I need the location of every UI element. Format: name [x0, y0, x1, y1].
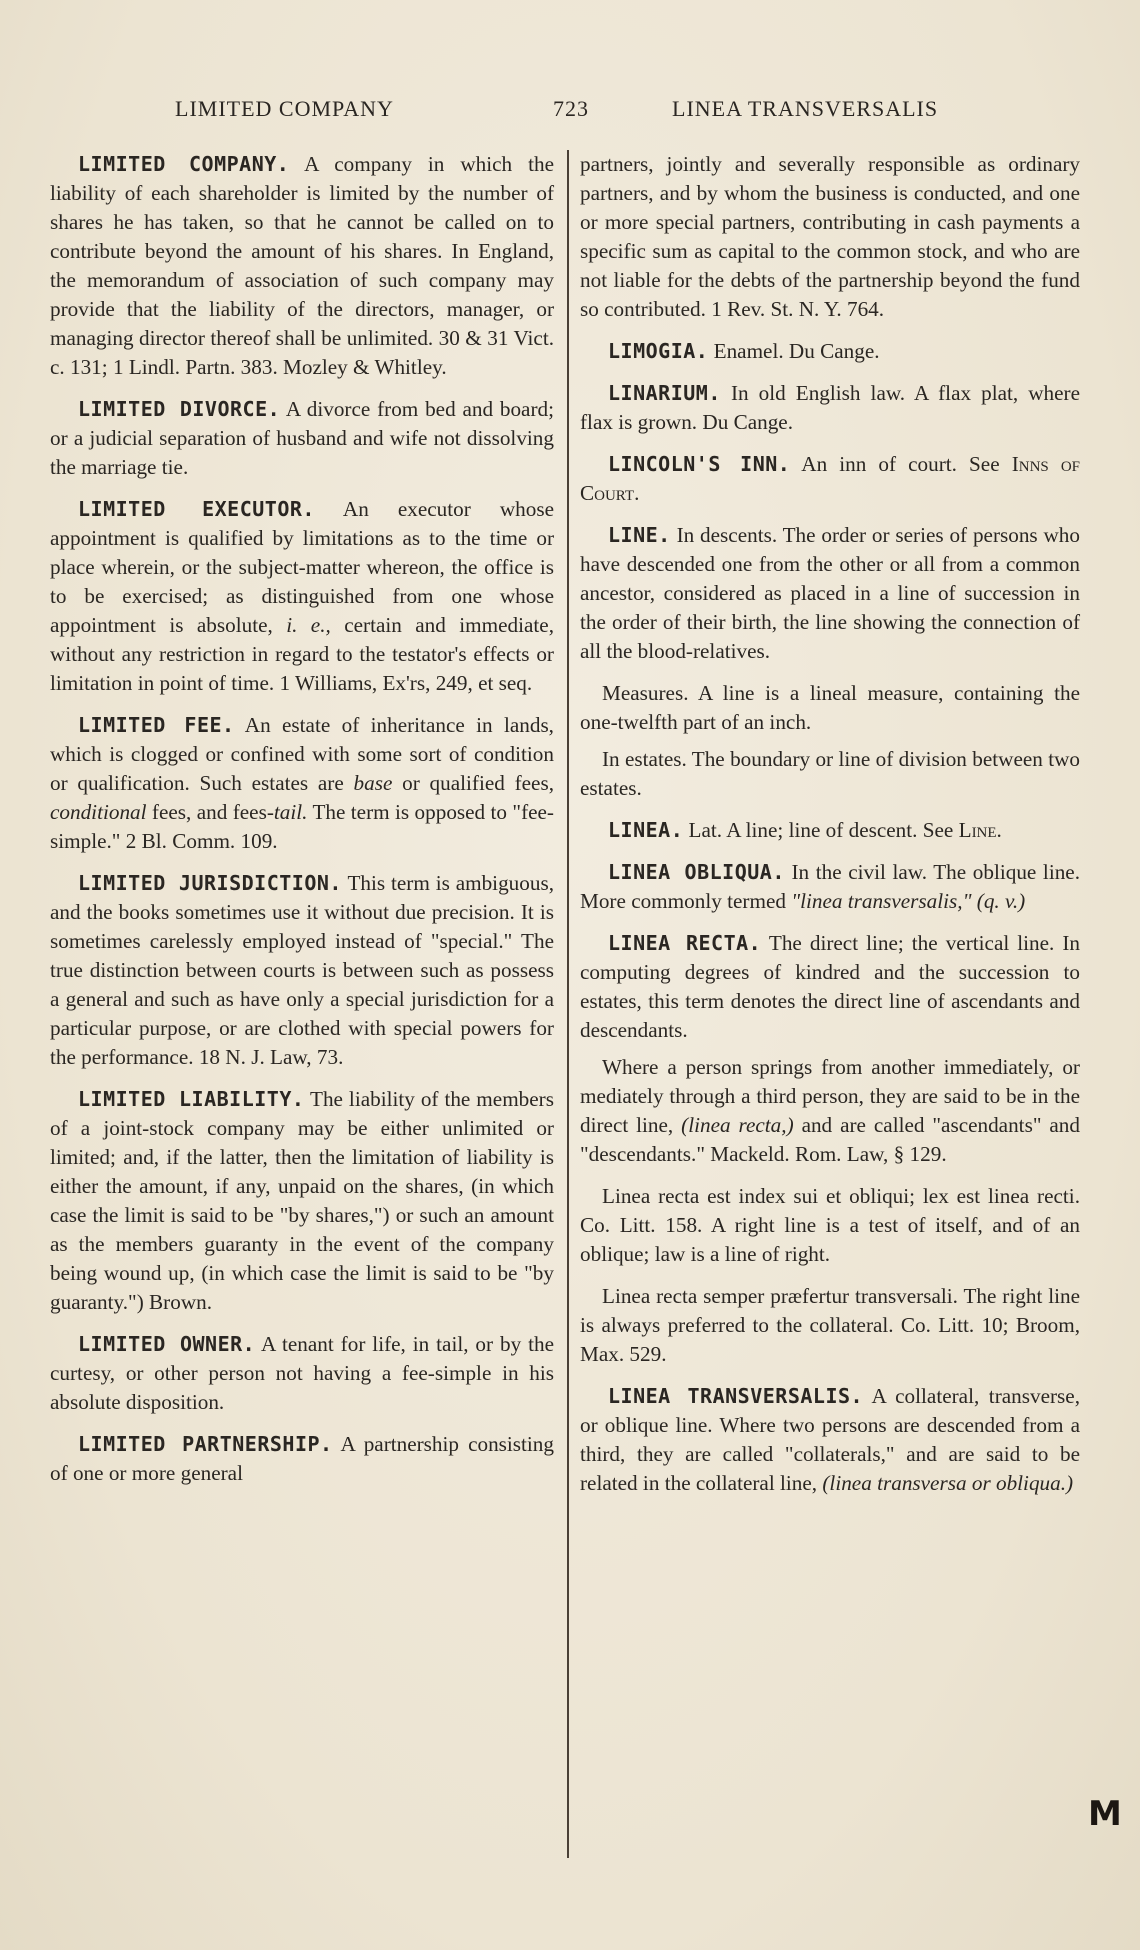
definition: A divorce from bed and board; or a judicial separation of husband and wife not dissolving the marriage tie.: [50, 397, 554, 479]
headword: LINEA.: [608, 818, 684, 842]
headword: LINE.: [608, 523, 671, 547]
definition: A collateral, transverse, or oblique line. Where two persons are descended from a third, they are called "collaterals," and are said to be related in the collateral line,: [580, 1384, 1080, 1495]
definition: An executor whose appointment is qualified by limitations as to the time or place wherein, or the subject-matter whereon, the office is to be exercised; as distinguished from one whose appointment is absolute,: [50, 497, 554, 637]
headword: LIMITED DIVORCE.: [78, 397, 281, 421]
line-measures-paragraph: Measures. A line is a lineal measure, containing the one-twelfth part of an inch.: [580, 681, 1080, 734]
entry-limited-company: [50, 150, 554, 382]
linea-recta-second-paragraph: [580, 1053, 1080, 1169]
entry-lincolns-inn: [580, 450, 1080, 508]
headword: LINEA RECTA.: [608, 931, 762, 955]
left-column: [50, 150, 554, 1501]
headword: LINCOLN'S INN.: [608, 452, 791, 476]
entry-limited-owner: [50, 1330, 554, 1417]
definition: A tenant for life, in tail, or by the curtesy, or other person not having a fee-simple in his absolute disposition.: [50, 1332, 554, 1414]
definition: In old English law. A flax plat, where flax is grown. Du Cange.: [580, 381, 1080, 434]
definition: fees, and fees-: [151, 800, 274, 824]
definition: certain and immediate, without any restriction in regard to the testator's effects or limitation in point of time. 1 Williams, Ex'rs, 249, et seq.: [50, 613, 555, 695]
maxim-linea-recta-index: Linea recta est index sui et obliqui; lex est linea recti. Co. Litt. 158. A right line is a test of itself, and of an oblique; law is a line of right.: [580, 1184, 1080, 1266]
definition: partners, jointly and severally responsible as ordinary partners, and by whom the business is conducted, and one or more special partners, contributing in cash payments a specific sum as capital to the common stock, and who are not liable for the debts of the partnership beyond the fund so contributed. 1 Rev. St. N. Y. 764.: [580, 152, 1080, 321]
headword: LINEA OBLIQUA.: [608, 860, 785, 884]
entry-limited-partnership: [50, 1430, 554, 1488]
definition: A partnership consisting of one or more general: [50, 1432, 554, 1485]
headword: LIMOGIA.: [608, 339, 709, 363]
entry-limited-fee: [50, 711, 554, 856]
definition: Where a person springs from another immediately, or mediately through a third person, they are said to be in the direct line,: [580, 1055, 1080, 1137]
cross-reference: Line.: [958, 818, 1002, 842]
page-number: 723: [553, 96, 589, 121]
entry-linea-recta: [580, 929, 1080, 1045]
column-rule: [567, 150, 569, 1858]
definition: An inn of court. See: [801, 452, 1000, 476]
entry-linea-transversalis: [580, 1382, 1080, 1498]
headword: LINARIUM.: [608, 381, 721, 405]
entry-limogia: [580, 337, 1080, 366]
headword: LIMITED OWNER.: [78, 1332, 256, 1356]
thumb-index-letter: M: [1088, 1794, 1122, 1834]
entry-limited-jurisdiction: [50, 869, 554, 1072]
definition-italic: (linea recta,): [681, 1113, 794, 1137]
definition: Enamel. Du Cange.: [713, 339, 880, 363]
entry-limited-liability: [50, 1085, 554, 1317]
definition: An estate of inheritance in lands, which is clogged or confined with some sort of condition or qualification. Such estates are: [50, 713, 554, 795]
definition: The term is opposed to "fee-simple." 2 Bl. Comm. 109.: [50, 800, 554, 853]
definition: The direct line; the vertical line. In computing degrees of kindred and the succession to estates, this term denotes the direct line of ascendants and descendants.: [580, 931, 1081, 1042]
headword: LINEA TRANSVERSALIS.: [608, 1384, 864, 1408]
definition: In the civil law. The oblique line. More commonly termed: [580, 860, 1081, 913]
definition-italic: "linea transversalis,": [791, 889, 972, 913]
definition-italic: conditional: [50, 800, 147, 824]
line-estates-paragraph: In estates. The boundary or line of division between two estates.: [580, 747, 1080, 800]
entry-line: [580, 521, 1080, 666]
entry-limited-executor: [50, 495, 554, 698]
definition-italic: i. e.,: [286, 613, 331, 637]
definition: and are called "ascendants" and "descendants." Mackeld. Rom. Law, § 129.: [580, 1113, 1080, 1166]
running-head: [0, 96, 1140, 126]
definition: A company in which the liability of each shareholder is limited by the number of shares he has taken, so that he cannot be called on to contribute beyond the amount of his shares. In England, the memorandum of association of such company may provide that the liability of the directors, manager, or managing director thereof shall be unlimited. 30 & 31 Vict. c. 131; 1 Lindl. Partn. 383. Mozley & Whitley.: [50, 152, 554, 379]
header-left-guide-word: LIMITED COMPANY: [175, 96, 394, 121]
definition-italic: tail.: [273, 800, 308, 824]
definition-italic: (linea transversa or obliqua.): [822, 1471, 1074, 1495]
entry-linarium: [580, 379, 1080, 437]
headword: LIMITED EXECUTOR.: [78, 497, 315, 521]
entry-limited-divorce: [50, 395, 554, 482]
entry-linea-obliqua: [580, 858, 1080, 916]
headword: LIMITED LIABILITY.: [78, 1087, 305, 1111]
cross-reference: Inns of Court.: [580, 452, 1080, 505]
entry-linea: [580, 816, 1080, 845]
entry-continuation: [580, 150, 1080, 324]
headword: LIMITED JURISDICTION.: [78, 871, 342, 895]
definition-italic: (q. v.): [976, 889, 1026, 913]
definition: Lat. A line; line of descent. See: [688, 818, 954, 842]
headword: LIMITED COMPANY.: [78, 152, 290, 176]
definition-italic: base: [353, 771, 393, 795]
definition: This term is ambiguous, and the books sometimes use it without due precision. It is sometimes carelessly employed instead of "special." The true distinction between courts is between such as possess a general and such as have only a special jurisdiction for a particular purpose, or are clothed with special powers for the performance. 18 N. J. Law, 73.: [50, 871, 554, 1069]
headword: LIMITED PARTNERSHIP.: [78, 1432, 333, 1456]
header-right-guide-word: LINEA TRANSVERSALIS: [672, 96, 939, 121]
right-column: [580, 150, 1080, 1511]
definition: or qualified fees,: [402, 771, 555, 795]
maxim-linea-recta-semper: Linea recta semper præfertur transversali. The right line is always preferred to the collateral. Co. Litt. 10; Broom, Max. 529.: [580, 1284, 1080, 1366]
definition: The liability of the members of a joint-stock company may be either unlimited or limited; and, if the latter, then the limitation of liability is either the amount, if any, unpaid on the shares, (in which case the limit is said to be "by shares,") or such an amount as the members guaranty in the event of the company being wound up, (in which case the limit is said to be "by guaranty.") Brown.: [50, 1087, 554, 1314]
headword: LIMITED FEE.: [78, 713, 235, 737]
definition: In descents. The order or series of persons who have descended one from the other or all from a common ancestor, considered as placed in a line of succession in the order of their birth, the line showing the connection of all the blood-relatives.: [580, 523, 1080, 663]
